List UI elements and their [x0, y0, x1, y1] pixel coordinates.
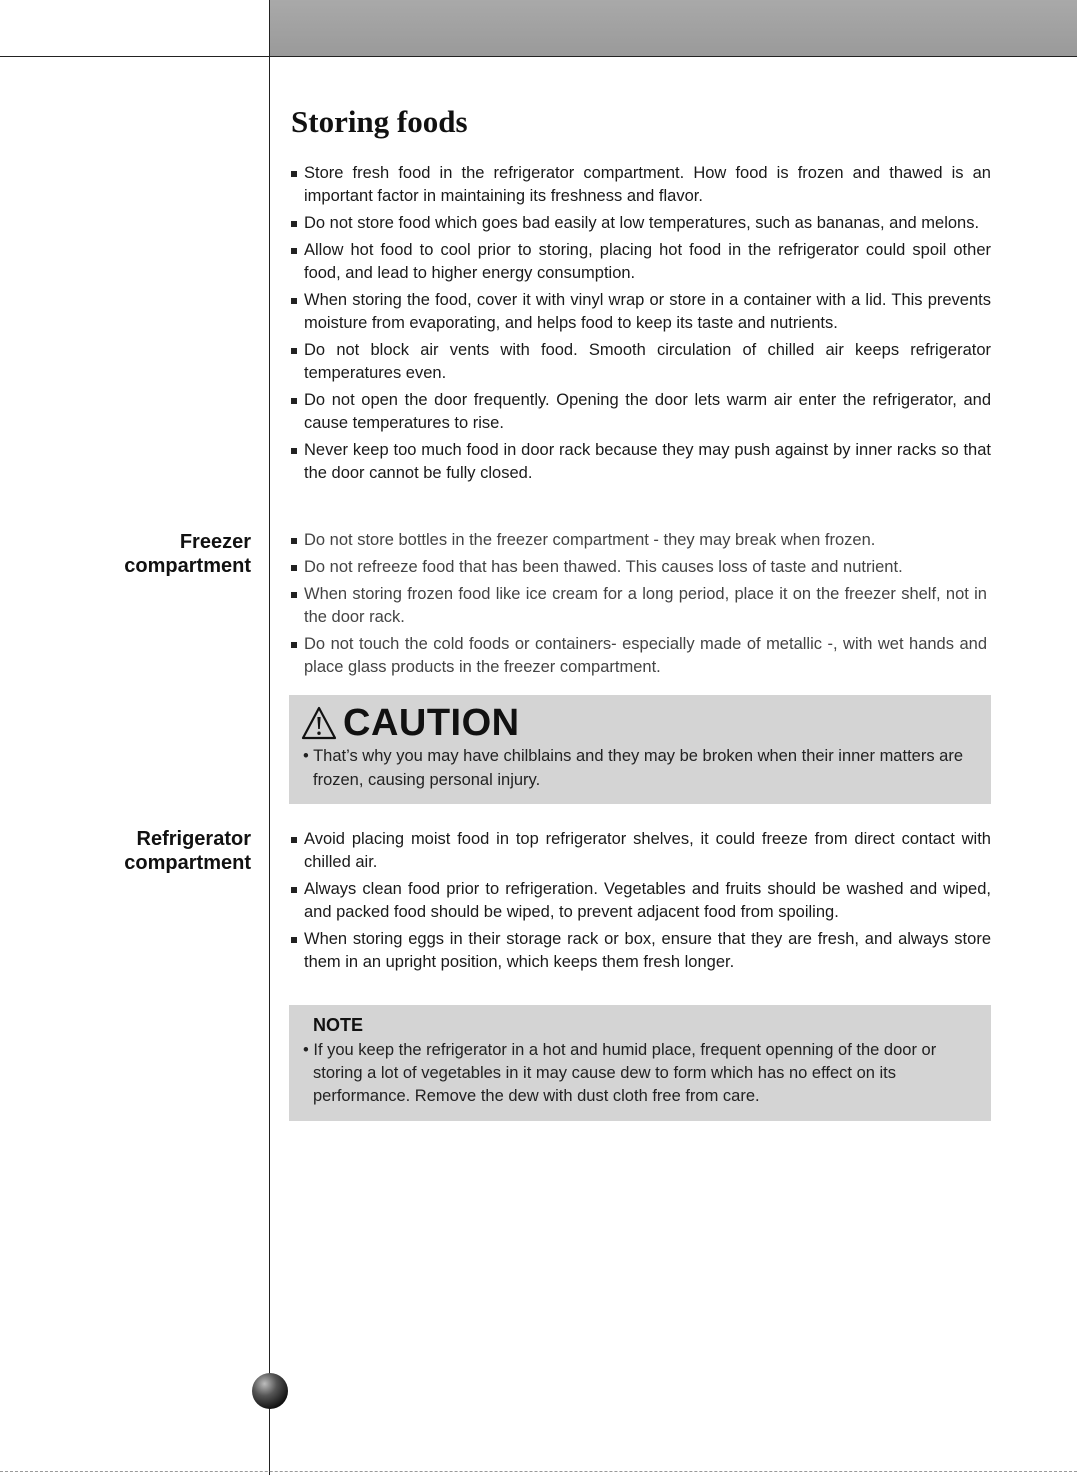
- note-title: NOTE: [313, 1015, 364, 1035]
- list-item: Allow hot food to cool prior to storing, placing hot food in the refrigerator could spoil other food, and lead to higher energy consumption.: [291, 239, 991, 285]
- bullet-square-icon: [291, 348, 297, 354]
- section-label-line: Refrigerator: [136, 828, 251, 850]
- list-item: Store fresh food in the refrigerator compartment. How food is frozen and thawed is an important factor in maintaining its freshness and flavor.: [291, 162, 991, 208]
- freezer-bullet-list: [291, 529, 987, 683]
- bullet-square-icon: [291, 565, 297, 571]
- list-item: Always clean food prior to refrigeration. Vegetables and fruits should be washed and wiped, and packed food should be wiped, to prevent adjacent food from spoiling.: [291, 878, 991, 924]
- list-item: Do not refreeze food that has been thawed. This causes loss of taste and nutrient.: [291, 556, 987, 579]
- caution-text: • That’s why you may have chilblains and they may be broken when their inner matters are frozen, causing personal injury.: [303, 747, 964, 789]
- page-ball-icon: [252, 1373, 288, 1409]
- list-item: Do not open the door frequently. Opening the door lets warm air enter the refrigerator, and cause temperatures to rise.: [291, 389, 991, 435]
- list-item: Do not block air vents with food. Smooth circulation of chilled air keeps refrigerator temperatures even.: [291, 339, 991, 385]
- bullet-square-icon: [291, 171, 297, 177]
- list-item: When storing the food, cover it with vinyl wrap or store in a container with a lid. This prevents moisture from evaporating, and helps food to keep its taste and nutrients.: [291, 289, 991, 335]
- bullet-square-icon: [291, 887, 297, 893]
- warning-triangle-icon: [301, 706, 337, 740]
- caution-title: CAUTION: [343, 702, 520, 744]
- list-item: Avoid placing moist food in top refrigerator shelves, it could freeze from direct contact with chilled air.: [291, 828, 991, 874]
- bullet-square-icon: [291, 221, 297, 227]
- bullet-square-icon: [291, 298, 297, 304]
- list-item: Do not store food which goes bad easily at low temperatures, such as bananas, and melons.: [291, 212, 991, 235]
- bullet-square-icon: [291, 837, 297, 843]
- margin-divider: [269, 0, 270, 1475]
- list-item: When storing eggs in their storage rack or box, ensure that they are fresh, and always store them in an upright position, which keeps them fresh longer.: [291, 928, 991, 974]
- note-box: [289, 1005, 991, 1121]
- bullet-square-icon: [291, 592, 297, 598]
- freezer-section-label: [124, 530, 251, 578]
- bullet-square-icon: [291, 538, 297, 544]
- list-item: Never keep too much food in door rack because they may push against by inner racks so that the door cannot be fully closed.: [291, 439, 991, 485]
- section-label-line: Freezer: [179, 531, 251, 553]
- header-divider: [0, 56, 1077, 57]
- bottom-crop-line: [0, 1471, 1077, 1472]
- refrigerator-bullet-list: [291, 828, 991, 978]
- general-bullet-list: [291, 162, 991, 489]
- bullet-square-icon: [291, 448, 297, 454]
- bullet-square-icon: [291, 937, 297, 943]
- bullet-square-icon: [291, 398, 297, 404]
- bullet-square-icon: [291, 642, 297, 648]
- bullet-square-icon: [291, 248, 297, 254]
- section-label-line: compartment: [124, 555, 251, 577]
- list-item: When storing frozen food like ice cream for a long period, place it on the freezer shelf, not in the door rack.: [291, 583, 987, 629]
- note-text: • If you keep the refrigerator in a hot and humid place, frequent openning of the door or storing a lot of vegetables in it may cause dew to form which has no effect on its performance. Remove the dew with dust cloth free from care.: [303, 1041, 937, 1105]
- refrigerator-section-label: [124, 827, 251, 875]
- caution-box: [289, 695, 991, 804]
- page-title: Storing foods: [291, 104, 468, 139]
- list-item: Do not touch the cold foods or containers- especially made of metallic -, with wet hands and place glass products in the freezer compartment.: [291, 633, 987, 679]
- section-label-line: compartment: [124, 852, 251, 874]
- list-item: Do not store bottles in the freezer compartment - they may break when frozen.: [291, 529, 987, 552]
- caution-header: [301, 701, 520, 745]
- header-bar: [270, 0, 1077, 56]
